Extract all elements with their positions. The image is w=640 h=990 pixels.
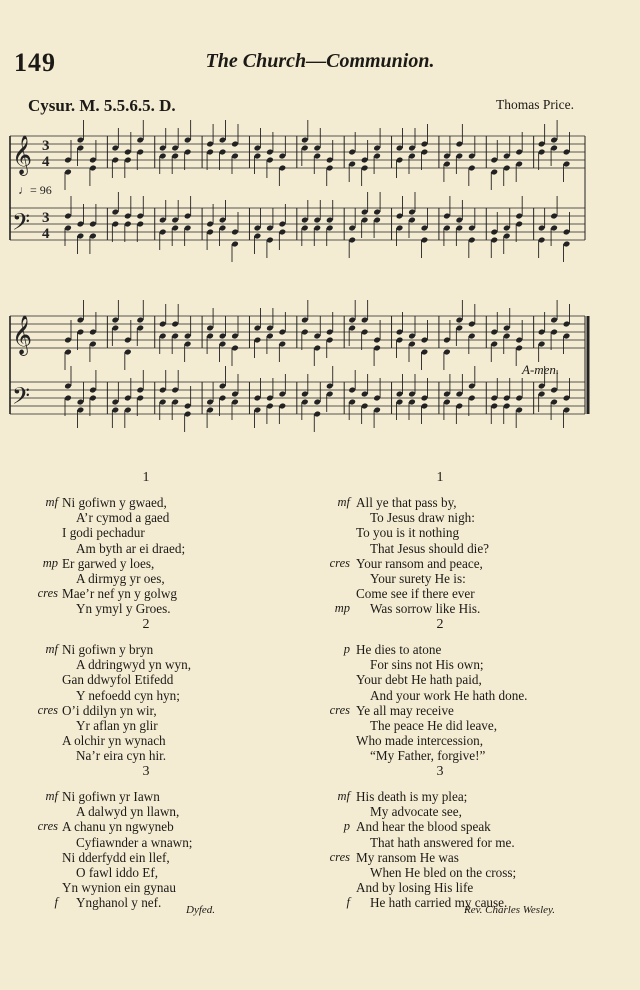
hymn-line: Mae’r nef yn y golwg	[62, 586, 177, 602]
dynamic-marking: mf	[337, 495, 350, 509]
verse-number: 3	[142, 764, 150, 779]
tune-name: Cysur.	[28, 96, 76, 115]
hymn-line: Gan ddwyfol Etifedd	[62, 672, 174, 688]
hymn-line: Your debt He hath paid,	[356, 672, 482, 688]
hymn-line: My ransom He was	[356, 849, 459, 865]
hymn-line: Ynghanol y nef.	[76, 895, 162, 911]
time-signature-top: 3	[42, 138, 50, 154]
dynamic-marking: mf	[45, 495, 58, 509]
verse-number: 2	[436, 617, 444, 632]
hymn-line: Ni dderfydd ein llef,	[62, 849, 170, 865]
treble-clef-icon: 𝄞	[12, 135, 33, 175]
dynamic-marking: mp	[334, 601, 350, 616]
composer: Thomas Price.	[496, 97, 574, 112]
dynamic-marking: f	[54, 895, 58, 910]
hymn-line: A chanu yn ngwyneb	[62, 819, 174, 835]
hymn-line: And hear the blood speak	[356, 819, 491, 835]
hymn-line: All ye that pass by,	[356, 495, 457, 510]
dynamic-marking: mf	[45, 789, 58, 803]
time-signature-bottom: 4	[42, 154, 50, 170]
hymn-line: “My Father, forgive!”	[370, 748, 486, 764]
time-signature-bottom: 4	[42, 226, 50, 242]
verse-number: 2	[142, 617, 150, 632]
hymn-line: And by losing His life	[356, 880, 474, 896]
dynamic-marking: cres	[37, 702, 58, 717]
dynamic-marking: cres	[329, 849, 350, 864]
dynamic-marking: f	[346, 895, 350, 910]
hymn-line: When He bled on the cross;	[370, 865, 517, 880]
staff-system-2	[10, 300, 588, 432]
welsh-author: Dyfed.	[186, 904, 216, 916]
hymn-line: Was sorrow like His.	[370, 601, 481, 617]
tune-heading	[28, 96, 176, 116]
hymn-line: O’i ddilyn yn wir,	[62, 702, 157, 718]
page-number: 149	[14, 48, 56, 77]
amen-label: A-men.	[522, 362, 560, 377]
hymn-line: He dies to atone	[356, 642, 442, 657]
treble-clef-icon: 𝄞	[12, 315, 33, 355]
hymn-line: Yn ymyl y Groes.	[76, 601, 171, 617]
hymn-line: A dirmyg yr oes,	[76, 571, 165, 586]
english-author: Rev. Charles Wesley.	[464, 904, 556, 916]
hymn-line: That Jesus should die?	[370, 540, 490, 556]
dynamic-marking: cres	[37, 819, 58, 834]
hymn-line: Cyfiawnder a wnawn;	[76, 834, 193, 850]
hymn-line: Ye all may receive	[356, 702, 454, 718]
bass-clef-icon: 𝄢	[12, 382, 31, 415]
hymn-line: A’r cymod a gaed	[76, 510, 170, 526]
hymn-line: The peace He did leave,	[370, 718, 498, 733]
time-signature-top: 3	[42, 210, 50, 226]
hymn-line: Na’r eira cyn hir.	[76, 748, 167, 764]
hymn-line: Your ransom and peace,	[356, 555, 483, 571]
dynamic-marking: p	[343, 642, 350, 656]
hymn-line: His death is my plea;	[356, 789, 468, 804]
verse-number: 1	[142, 470, 150, 485]
hymn-line: Come see if there ever	[356, 586, 475, 602]
dynamic-marking: p	[343, 819, 350, 834]
hymn-line: That hath answered for me.	[370, 834, 515, 850]
hymn-line: A olchir yn wynach	[62, 733, 166, 749]
tempo-marking: ♩= 96	[18, 183, 52, 197]
hymn-line: Your surety He is:	[370, 571, 466, 586]
staff-system-1	[10, 120, 585, 262]
hymn-line: My advocate see,	[370, 804, 462, 820]
verse-number: 1	[436, 470, 444, 485]
hymn-line: Ni gofiwn y bryn	[62, 642, 154, 657]
hymn-line: O fawl iddo Ef,	[76, 865, 159, 880]
hymn-line: Ni gofiwn yr Iawn	[62, 789, 160, 804]
dynamic-marking: cres	[37, 586, 58, 601]
hymn-line: Yr aflan yn glir	[76, 718, 158, 733]
hymn-line: For sins not His own;	[370, 657, 484, 673]
dynamic-marking: mp	[42, 555, 58, 570]
hymn-line: I godi pechadur	[62, 525, 145, 541]
hymn-line: Er garwed y loes,	[62, 555, 155, 571]
hymn-line: A dalwyd yn llawn,	[76, 804, 180, 820]
hymn-line: Who made intercession,	[356, 733, 484, 749]
hymn-line: To you is it nothing	[356, 525, 460, 541]
hymn-line: He hath carried my cause.	[370, 895, 508, 911]
dynamic-marking: cres	[329, 702, 350, 717]
verse-number: 3	[436, 764, 444, 779]
bass-clef-icon: 𝄢	[12, 208, 31, 241]
hymn-line: Ni gofiwn y gwaed,	[62, 495, 167, 510]
hymn-line: A ddringwyd yn wyn,	[76, 657, 192, 673]
hymn-line: And your work He hath done.	[370, 687, 528, 703]
hymn-line: To Jesus draw nigh:	[370, 510, 475, 526]
dynamic-marking: mf	[337, 789, 350, 803]
dynamic-marking: mf	[45, 642, 58, 656]
dynamic-marking: cres	[329, 555, 350, 570]
tune-meter: M. 5.5.6.5. D.	[79, 96, 176, 115]
hymn-line: Y nefoedd cyn hyn;	[76, 687, 180, 703]
music-score	[0, 118, 640, 415]
hymn-line: Yn wynion ein gynau	[62, 880, 176, 896]
hymn-line: Am byth ar ei draed;	[76, 540, 186, 556]
running-title: The Church—Communion.	[205, 50, 435, 72]
